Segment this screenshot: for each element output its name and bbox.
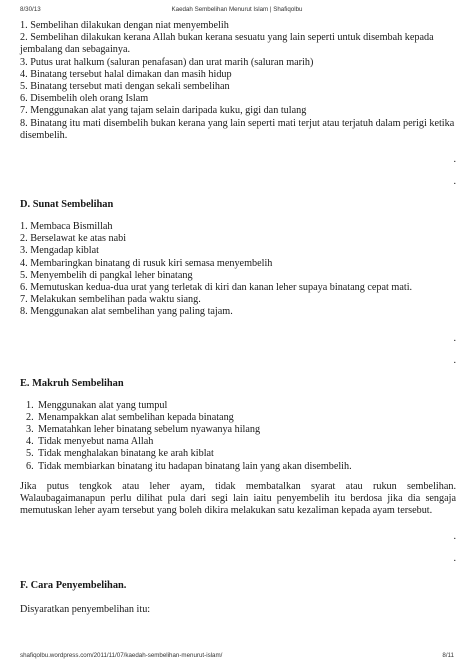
separator-dot: .	[453, 332, 456, 344]
list-item: 4. Membaringkan binatang di rusuk kiri semasa menyembelih	[20, 257, 273, 269]
document-body	[20, 20, 456, 617]
list-item: 3. Putus urat halkum (saluran penafasan) dan urat marih (saluran marih)	[20, 56, 314, 68]
separator-dot: .	[453, 354, 456, 366]
list-text: Tidak membiarkan binatang itu hadapan binatang lain yang akan disembelih.	[38, 460, 352, 472]
print-date: 8/30/13	[20, 6, 41, 13]
list-item: 1. Membaca Bismillah	[20, 221, 113, 233]
list-item: 4. Binatang tersebut halal dimakan dan masih hidup	[20, 68, 232, 80]
separator-dot: .	[453, 176, 456, 188]
list-text: Tidak menghalakan binatang ke arah kiblat	[38, 448, 214, 460]
list-text: Menampakkan alat sembelihan kepada binatang	[38, 411, 234, 423]
list-item: 8. Binatang itu mati disembelih bukan kerana yang lain seperti mati terjut atau terjatuh dalam perigi ketika disembelih.	[20, 117, 455, 141]
list-item: 6. Disembelih oleh orang Islam	[20, 93, 149, 105]
list-item	[20, 400, 456, 412]
body-paragraph: Jika putus tengkok atau leher ayam, tidak membatalkan syarat atau rukun sembelihan. Walaubagaimanapun perlu dilihat pula dari segi lain iaitu penyembelih itu berdosa jika dia sengaja memutuskan leher ayam tersebut yang boleh dikira melakukan satu kezaliman kepada ayam tersebut.	[20, 480, 456, 517]
sunat-list	[20, 221, 456, 319]
list-item: 3. Mengadap kiblat	[20, 245, 99, 257]
page-header	[0, 6, 474, 18]
section-e-heading: E. Makruh Sembelihan	[20, 377, 124, 389]
list-item: 1. Sembelihan dilakukan dengan niat menyembelih	[20, 20, 229, 31]
separator-dot: .	[453, 531, 456, 543]
list-number: 1.	[26, 399, 34, 411]
list-item	[20, 448, 456, 460]
separator-dot: .	[453, 553, 456, 565]
list-item: 8. Menggunakan alat sembelihan yang paling tajam.	[20, 306, 233, 318]
page-footer	[0, 652, 474, 664]
list-item: 6. Memutuskan kedua-dua urat yang terletak di kiri dan kanan leher supaya binatang cepat mati.	[20, 282, 413, 294]
list-item: 2. Sembelihan dilakukan kerana Allah bukan kerana sesuatu yang lain seperti untuk disembah kepada jembalang dan sebagainya.	[20, 32, 434, 56]
list-item	[20, 424, 456, 436]
list-item	[20, 436, 456, 448]
list-number: 5.	[26, 448, 34, 460]
page-number: 8/11	[442, 652, 454, 659]
section-f-intro: Disyaratkan penyembelihan itu:	[20, 604, 151, 616]
list-text: Menggunakan alat yang tumpul	[38, 399, 168, 411]
list-number: 2.	[26, 411, 34, 423]
section-f-heading: F. Cara Penyembelihan.	[20, 580, 127, 592]
makruh-list	[20, 400, 456, 473]
conditions-list	[20, 20, 456, 142]
list-text: Tidak menyebut nama Allah	[38, 436, 154, 448]
separator-dot: .	[453, 154, 456, 166]
print-page-title: Kaedah Sembelihan Menurut Islam | Shafiqolbu	[171, 6, 303, 13]
list-item: 5. Binatang tersebut mati dengan sekali sembelihan	[20, 81, 230, 93]
list-number: 4.	[26, 436, 34, 448]
list-item	[20, 461, 456, 473]
list-item	[20, 412, 456, 424]
list-item: 7. Melakukan sembelihan pada waktu siang.	[20, 294, 201, 306]
list-item: 2. Berselawat ke atas nabi	[20, 233, 127, 245]
list-text: Mematahkan leher binatang sebelum nyawanya hilang	[38, 424, 261, 436]
list-number: 6.	[26, 460, 34, 472]
section-d-heading: D. Sunat Sembelihan	[20, 199, 114, 211]
list-item: 5. Menyembelih di pangkal leher binatang	[20, 269, 193, 281]
print-url: shafiqolbu.wordpress.com/2011/11/07/kaedah-sembelihan-menurut-islam/	[20, 652, 223, 659]
list-number: 3.	[26, 424, 34, 436]
list-item: 7. Menggunakan alat yang tajam selain daripada kuku, gigi dan tulang	[20, 105, 307, 117]
